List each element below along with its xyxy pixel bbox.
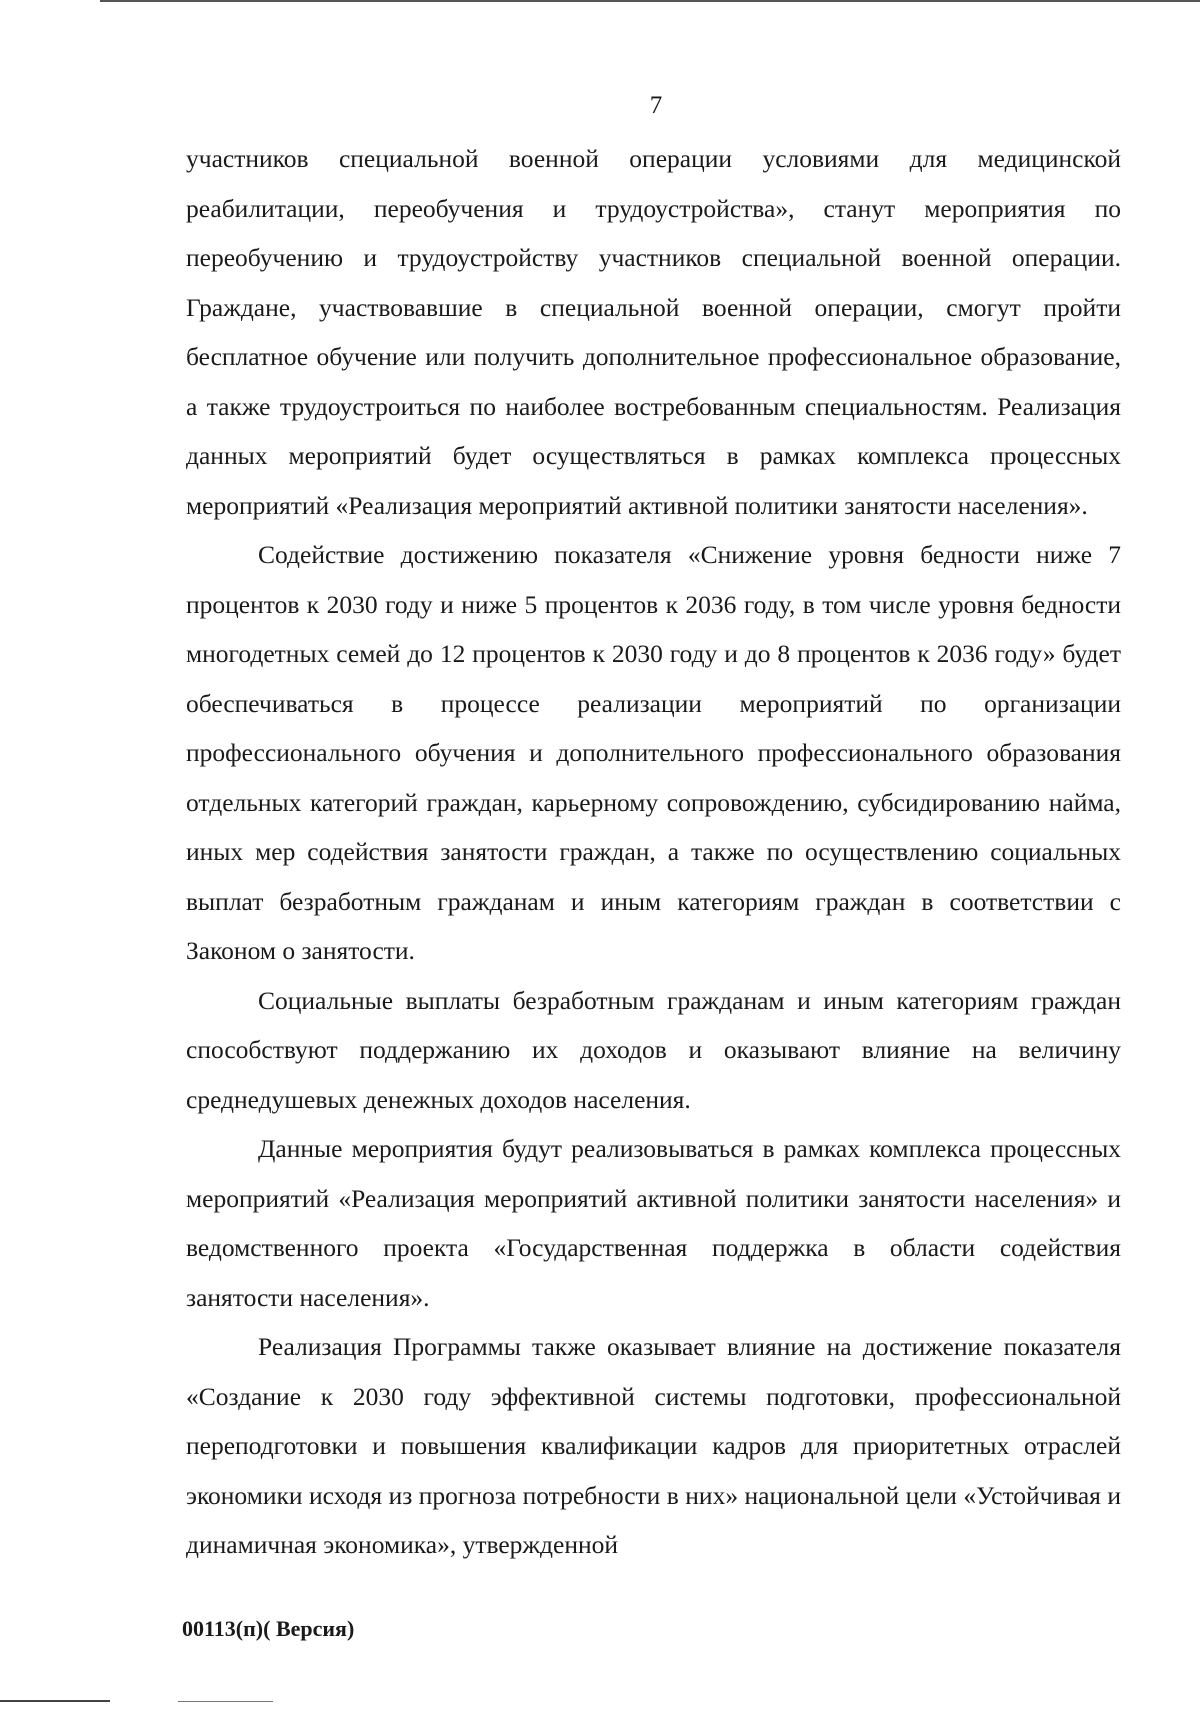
paragraph-continuation: участников специальной военной операции условиями для медицинской реабилитации, переобучения и трудоустройства», станут мероприятия по переобучению и трудоустройству участников специальной военной операции. Граждане, участвовавшие в специальной военной операции, смогут пройти бесплатное обучение или получить дополнительное профессиональное образование, а также трудоустроиться по наиболее востребованным специальностям. Реализация данных мероприятий будет осуществляться в рамках комплекса процессных мероприятий «Реализация мероприятий активной политики занятости населения». [186,144,1121,520]
page-number: 7 [649,92,663,119]
bottom-scan-edge-secondary [178,1701,273,1702]
document-footer-code: 00113(п)( Версия) [182,1616,355,1641]
top-scan-edge [100,0,1200,2]
paragraph-activities: Данные мероприятия будут реализовываться в рамках комплекса процессных мероприятий «Реализация мероприятий активной политики занятости населения» и ведомственного проекта «Государственная поддержка в области содействия занятости населения». [186,1134,1121,1312]
document-body [186,134,1121,1570]
paragraph-poverty-indicator: Содействие достижению показателя «Снижение уровня бедности ниже 7 процентов к 2030 году и ниже 5 процентов к 2036 году, в том числе уровня бедности многодетных семей до 12 процентов к 2030 году и до 8 процентов к 2036 году» будет обеспечиваться в процессе реализации мероприятий по организации профессионального обучения и дополнительного профессионального образования отдельных категорий граждан, карьерному сопровождению, субсидированию найма, иных мер содействия занятости граждан, а также по осуществлению социальных выплат безработным гражданам и иным категориям граждан в соответствии с Законом о занятости. [186,540,1121,965]
paragraph-program-impact: Реализация Программы также оказывает влияние на достижение показателя «Создание к 2030 году эффективной системы подготовки, профессиональной переподготовки и повышения квалификации кадров для приоритетных отраслей экономики исходя из прогноза потребности в них» национальной цели «Устойчивая и динамичная экономика», утвержденной [186,1332,1121,1559]
paragraph-social-payments: Социальные выплаты безработным гражданам и иным категориям граждан способствуют поддержанию их доходов и оказывают влияние на величину среднедушевых денежных доходов населения. [186,985,1121,1114]
bottom-scan-edge [0,1700,110,1702]
